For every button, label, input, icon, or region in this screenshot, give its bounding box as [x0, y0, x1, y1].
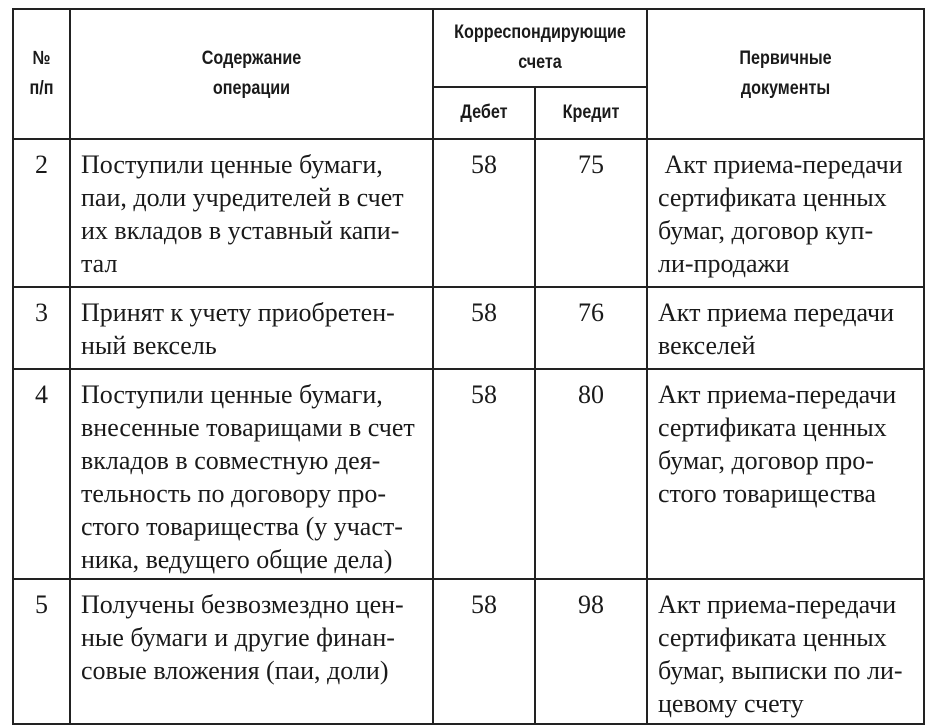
row-documents	[647, 287, 924, 369]
row-documents-line: Акт приема передачи	[658, 298, 894, 327]
row-content	[70, 139, 433, 287]
row-number: 3	[13, 287, 70, 369]
row-content	[70, 287, 433, 369]
row-credit: 75	[535, 139, 647, 287]
row-content-line: ный вексель	[81, 331, 217, 360]
header-debit: Дебет	[441, 87, 528, 139]
accounting-entries-table	[12, 8, 925, 725]
table-row	[13, 287, 924, 369]
row-documents-line: бумаг, выписки по ли-	[658, 656, 903, 685]
row-content-line: их вкладов в уставный капи-	[81, 216, 400, 245]
row-content-line: тал	[81, 249, 118, 278]
row-debit: 58	[433, 369, 535, 579]
header-credit: Кредит	[543, 87, 638, 139]
header-content-line1: Содержание	[201, 48, 302, 69]
row-content-line: Поступили ценные бумаги,	[81, 150, 383, 179]
accounting-table-container	[12, 8, 925, 725]
row-debit: 58	[433, 139, 535, 287]
header-accounts-line2: счета	[518, 52, 562, 73]
header-number	[17, 9, 65, 139]
row-credit: 76	[535, 287, 647, 369]
row-documents-line: сертификата ценных	[658, 183, 887, 212]
row-content-line: тельность по договору про-	[81, 479, 387, 508]
header-accounts-line1: Корреспондирующие	[454, 22, 626, 43]
row-content-line: Поступили ценные бумаги,	[81, 380, 383, 409]
header-content	[97, 9, 406, 139]
row-documents	[647, 139, 924, 287]
row-documents-line: Акт приема-передачи	[658, 380, 897, 409]
row-documents-line: сертификата ценных	[658, 623, 887, 652]
row-documents-line: цевому счету	[658, 689, 804, 718]
table-row	[13, 139, 924, 287]
row-content-line: вкладов в совместную дея-	[81, 446, 381, 475]
row-content-line: ные бумаги и другие финан-	[81, 623, 395, 652]
header-documents	[668, 9, 903, 139]
header-number-line1: №	[32, 48, 51, 69]
row-credit: 80	[535, 369, 647, 579]
row-documents	[647, 579, 924, 724]
row-documents-line: Акт приема-передачи	[658, 150, 903, 179]
row-documents	[647, 369, 924, 579]
row-content-line: Получены безвозмездно цен-	[81, 590, 404, 619]
row-credit: 98	[535, 579, 647, 724]
row-documents-line: бумаг, договор куп-	[658, 216, 874, 245]
row-content-line: стого товарищества (у участ-	[81, 512, 403, 541]
header-content-line2: операции	[212, 78, 291, 99]
header-documents-line1: Первичные	[739, 48, 832, 69]
row-content-line: внесенные товарищами в счет	[81, 413, 415, 442]
table-row	[13, 579, 924, 724]
row-number: 2	[13, 139, 70, 287]
header-number-line2: п/п	[29, 78, 54, 99]
row-debit: 58	[433, 287, 535, 369]
row-documents-line: Акт приема-передачи	[658, 590, 897, 619]
header-row	[13, 9, 924, 87]
row-documents-line: стого товарищества	[658, 479, 877, 508]
row-content-line: паи, доли учредителей в счет	[81, 183, 404, 212]
row-content-line: совые вложения (паи, доли)	[81, 656, 389, 685]
header-accounts	[449, 9, 631, 87]
row-documents-line: ли-продажи	[658, 249, 790, 278]
table-row	[13, 369, 924, 579]
row-number: 5	[13, 579, 70, 724]
row-content-line: Принят к учету приобретен-	[81, 298, 395, 327]
row-content-line: ника, ведущего общие дела)	[81, 545, 393, 574]
header-documents-line2: документы	[740, 78, 831, 99]
row-documents-line: бумаг, договор про-	[658, 446, 874, 475]
row-content	[70, 369, 433, 579]
row-debit: 58	[433, 579, 535, 724]
row-content	[70, 579, 433, 724]
row-documents-line: векселей	[658, 331, 756, 360]
row-documents-line: сертификата ценных	[658, 413, 887, 442]
row-number: 4	[13, 369, 70, 579]
